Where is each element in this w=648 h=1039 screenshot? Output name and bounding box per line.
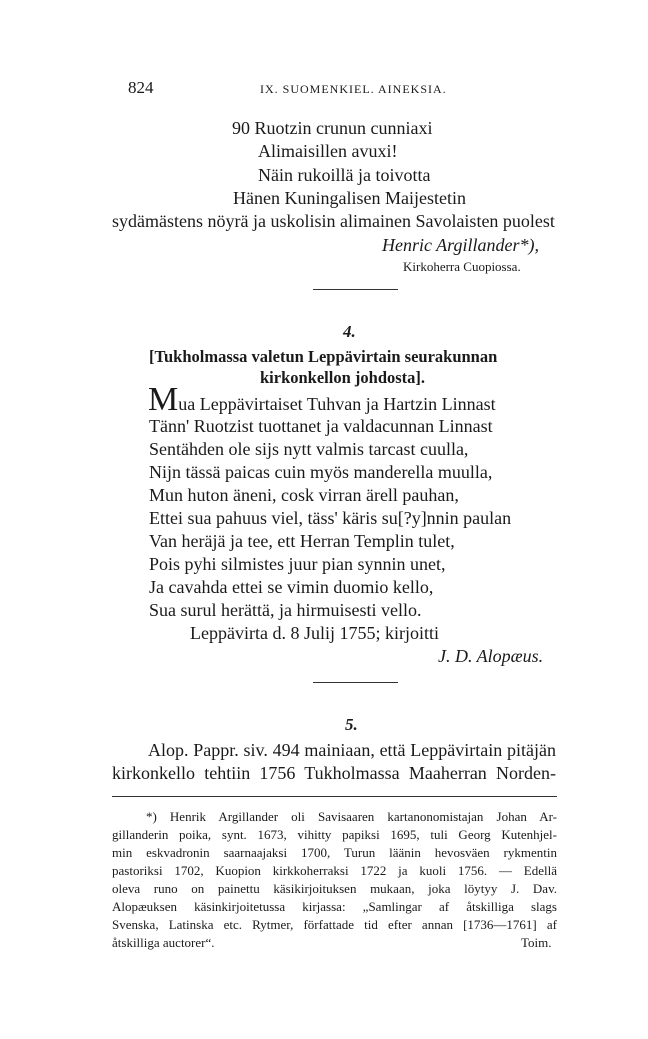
paragraph-line: kirkonkello tehtiin 1756 Tukholmassa Maaherran Norden- <box>112 763 556 783</box>
footnote-line: åtskilliga auctorer“. <box>112 935 215 950</box>
section-number: 5. <box>345 715 358 734</box>
poem-line: Sentähden ole sijs nytt valmis tarcast cuulla, <box>149 439 469 459</box>
poem-line: ua Leppävirtaiset Tuhvan ja Hartzin Linnast <box>178 394 496 414</box>
section-number: 4. <box>343 322 356 341</box>
place-date: Leppävirta d. 8 Julij 1755; kirjoitti <box>190 623 439 643</box>
paragraph-line: Alop. Pappr. siv. 494 mainiaan, että Leppävirtain pitäjän <box>148 740 556 760</box>
footnote-line: min eskvadronin saarnaajaksi 1700, Turun läänin hevosväen rykmentin <box>112 845 557 860</box>
footnote-line: oleva runo on painettu käsikirjoituksen mukaan, joka löytyy J. Dav. <box>112 881 557 896</box>
poem-line: Nijn tässä paicas cuin myös manderella muulla, <box>149 462 493 482</box>
footnote-line: pastoriksi 1702, Kuopion kirkkoherraksi 1722 ja kuoli 1756. — Edellä <box>112 863 557 878</box>
footnote-line: *) Henrik Argillander oli Savisaaren kartanonomistajan Johan Ar- <box>146 809 557 824</box>
section-divider <box>313 682 398 683</box>
section-title: kirkonkellon johdosta]. <box>260 368 426 387</box>
footnote-line: Svenska, Latinska etc. Rytmer, författade tid efter annan [1736—1761] af <box>112 917 557 932</box>
author: J. D. Alopæus. <box>438 646 544 666</box>
poem-line: Tänn' Ruotzist tuottanet ja valdacunnan Linnast <box>149 416 493 436</box>
poem-first-line <box>148 381 496 418</box>
signature: Henric Argillander*), <box>382 235 539 255</box>
footnote-line: Alopæuksen käsinkirjoitetussa kirjassa: „Samlingar af åtskilliga slags <box>112 899 557 914</box>
poem-line: 90 Ruotzin crunun cunniaxi <box>232 118 433 138</box>
page-number: 824 <box>128 78 154 97</box>
section-title: [Tukholmassa valetun Leppävirtain seurakunnan <box>149 347 498 366</box>
poem-line: Näin rukoillä ja toivotta <box>258 165 431 185</box>
poem-line: Hänen Kuningalisen Maijestetin <box>233 188 466 208</box>
poem-line: Pois pyhi silmistes juur pian synnin unet, <box>149 554 446 574</box>
poem-line: Mun huton äneni, cosk virran ärell pauhan, <box>149 485 459 505</box>
poem-line: Sua surul herättä, ja hirmuisesti vello. <box>149 600 422 620</box>
footnote-line: gillanderin poika, synt. 1673, vihitty papiksi 1695, tuli Georg Kutenhjel- <box>112 827 557 842</box>
poem-line: Van heräjä ja tee, ett Herran Templin tulet, <box>149 531 455 551</box>
drop-cap: M <box>148 381 179 418</box>
poem-line: Alimaisillen avuxi! <box>258 141 398 161</box>
poem-line: sydämästens nöyrä ja uskolisin alimainen Savolaisten puolest <box>112 211 555 231</box>
running-title: IX. SUOMENKIEL. AINEKSIA. <box>260 82 447 96</box>
footnote-sign: Toim. <box>521 935 552 950</box>
footnote-divider <box>112 796 557 797</box>
poem-line: Ja cavahda ettei se vimin duomio kello, <box>149 577 434 597</box>
poem-line: Ettei sua pahuus viel, täss' käris su[?y]nnin paulan <box>149 508 512 528</box>
section-divider <box>313 289 398 290</box>
signature-title: Kirkoherra Cuopiossa. <box>403 259 521 274</box>
